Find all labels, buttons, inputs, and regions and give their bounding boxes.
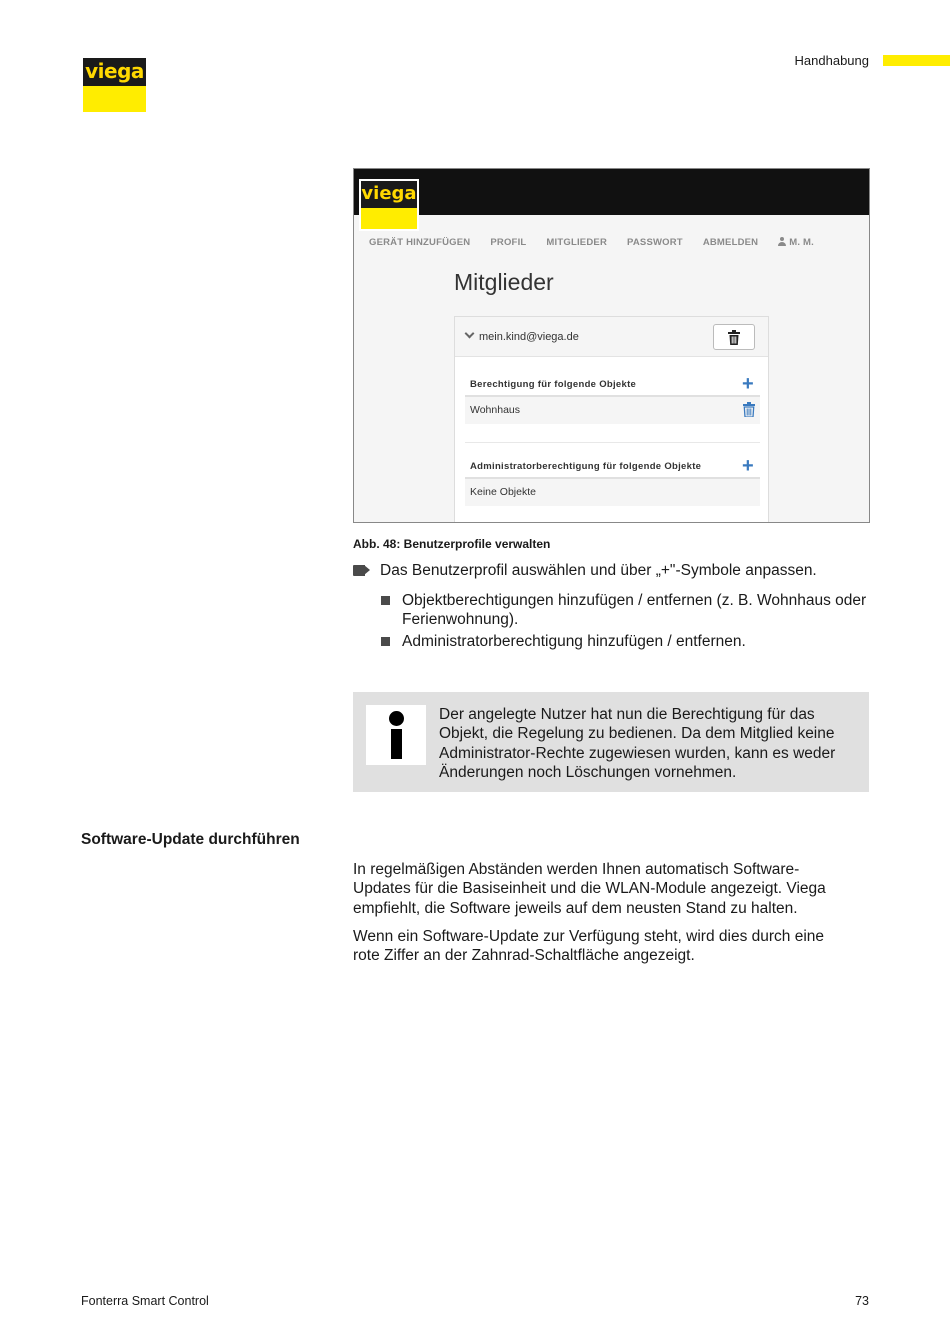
bullet-square-icon xyxy=(381,596,390,605)
app-nav xyxy=(369,237,834,248)
logo-yellow-block xyxy=(83,86,146,112)
user-icon xyxy=(778,237,786,246)
nav-logout[interactable]: ABMELDEN xyxy=(702,237,759,248)
nav-user[interactable] xyxy=(778,237,814,248)
instruction-step xyxy=(353,561,817,580)
nav-members[interactable]: MITGLIEDER xyxy=(546,237,608,248)
info-icon xyxy=(366,705,426,765)
info-box xyxy=(353,692,869,792)
permission-item: Wohnhaus xyxy=(470,404,521,416)
permission-row xyxy=(465,397,760,424)
admin-section xyxy=(465,455,760,506)
app-screenshot xyxy=(353,168,870,523)
member-card xyxy=(454,316,769,523)
app-page-title: Mitglieder xyxy=(454,269,554,295)
section-divider xyxy=(465,442,760,443)
paragraph: Wenn ein Software-Update zur Verfügung steht, wird dies durch eine rote Ziffer an der Zahnrad-Schaltfläche angezeigt. xyxy=(353,928,825,965)
admin-label: Administratorberechtigung für folgende Objekte + xyxy=(465,461,760,479)
nav-profile[interactable]: PROFIL xyxy=(490,237,527,248)
step-text: Das Benutzerprofil auswählen und über „+"-Symbole anpassen. xyxy=(380,562,817,579)
delete-member-button[interactable] xyxy=(713,324,755,350)
page-number: 73 xyxy=(855,1294,869,1308)
add-permission-plus-icon[interactable]: + xyxy=(742,373,754,395)
section-marker xyxy=(883,55,950,66)
info-text: Der angelegte Nutzer hat nun die Berechtigung für das Objekt, die Regelung zu bedienen. Da dem Mitglied keine Administrator-Rechte zugewiesen wurden, kann es weder Änderungen noch Löschungen vornehmen. xyxy=(439,706,836,781)
app-topbar xyxy=(354,169,869,215)
app-logo[interactable] xyxy=(359,179,419,231)
admin-item: Keine Objekte xyxy=(470,486,536,498)
viega-logo xyxy=(83,58,146,112)
permissions-label: Berechtigung für folgende Objekte + xyxy=(465,379,760,397)
member-card-header[interactable] xyxy=(455,317,768,357)
permissions-section xyxy=(465,373,760,424)
trash-icon xyxy=(727,330,741,345)
nav-password[interactable]: PASSWORT xyxy=(627,237,683,248)
section-heading: Software-Update durchführen xyxy=(81,831,300,848)
nav-add-device[interactable]: GERÄT HINZUFÜGEN xyxy=(369,237,471,248)
paragraph: In regelmäßigen Abständen werden Ihnen automatisch Software-Updates für die Basiseinheit und die WLAN-Module angezeigt. Viega empfiehlt, die Software jeweils auf dem neusten Stand zu halten. xyxy=(353,861,826,917)
figure-caption: Abb. 48: Benutzerprofile verwalten xyxy=(353,537,551,551)
remove-permission-trash-icon[interactable] xyxy=(743,402,755,417)
add-admin-plus-icon[interactable]: + xyxy=(742,455,754,477)
admin-row xyxy=(465,479,760,506)
user-name: M. M. xyxy=(789,237,814,248)
footer-product: Fonterra Smart Control xyxy=(81,1294,209,1308)
bullet-square-icon xyxy=(381,637,390,646)
chevron-down-icon[interactable] xyxy=(465,329,475,339)
list-item: Administratorberechtigung hinzufügen / entfernen. xyxy=(381,632,871,651)
list-item: Objektberechtigungen hinzufügen / entfernen (z. B. Wohnhaus oder Ferienwohnung). xyxy=(381,591,871,629)
step-arrow-icon xyxy=(353,565,371,576)
logo-text: viega xyxy=(83,58,146,86)
section-label: Handhabung xyxy=(794,53,869,68)
bullet-list xyxy=(381,591,871,654)
app-logo-text: viega xyxy=(361,183,417,204)
member-email: mein.kind@viega.de xyxy=(479,331,579,343)
